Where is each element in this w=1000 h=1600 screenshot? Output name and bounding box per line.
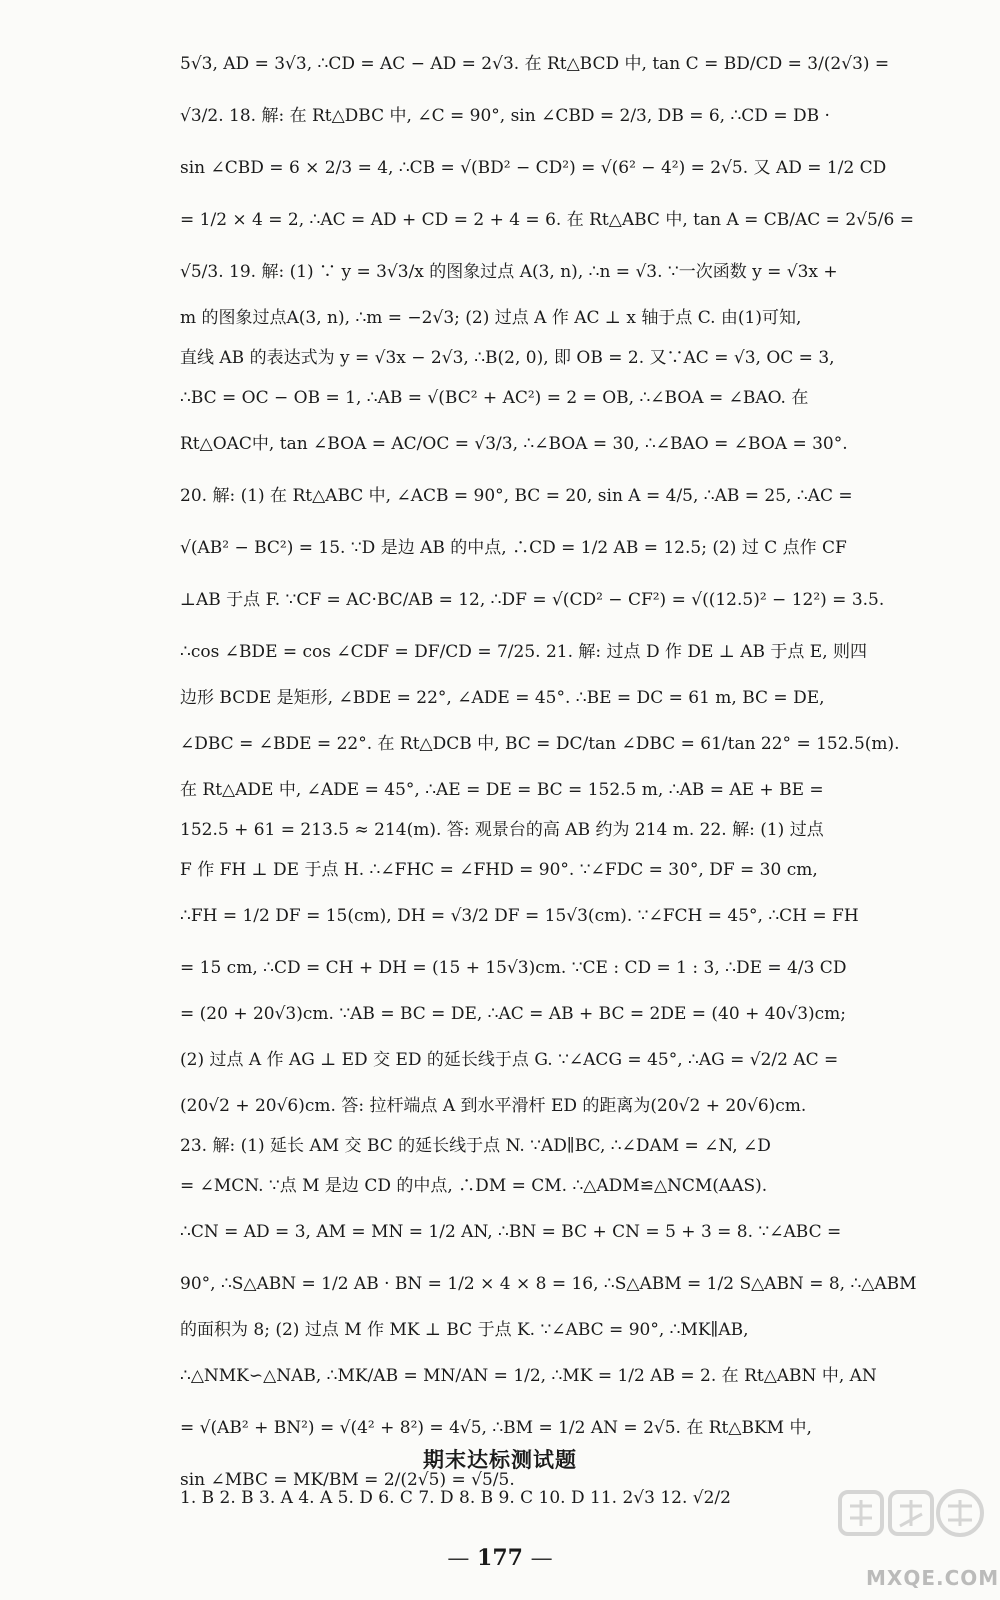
text-line: √5/3. 19. 解: (1) ∵ y = 3√3/x 的图象过点 A(3, n), ∴n = √3. ∵一次函数 y = √3x + (180, 262, 838, 282)
text-line: (20√2 + 20√6)cm. 答: 拉杆端点 A 到水平滑杆 ED 的距离为(20√2 + 20√6)cm. (180, 1096, 807, 1116)
text-line: ∴△NMK∽△NAB, ∴MK/AB = MN/AN = 1/2, ∴MK = 1/2 AB = 2. 在 Rt△ABN 中, AN (180, 1366, 877, 1386)
text-line: = 1/2 × 4 = 2, ∴AC = AD + CD = 2 + 4 = 6. 在 Rt△ABC 中, tan A = CB/AC = 2√5/6 = (180, 210, 914, 230)
text-line: sin ∠CBD = 6 × 2/3 = 4, ∴CB = √(BD² − CD²) = √(6² − 4²) = 2√5. 又 AD = 1/2 CD (180, 158, 887, 178)
text-line: (2) 过点 A 作 AG ⊥ ED 交 ED 的延长线于点 G. ∵∠ACG = 45°, ∴AG = √2/2 AC = (180, 1050, 839, 1070)
text-line: √(AB² − BC²) = 15. ∵D 是边 AB 的中点, ∴CD = 1/2 AB = 12.5; (2) 过 C 点作 CF (180, 538, 847, 558)
text-line: 152.5 + 61 = 213.5 ≈ 214(m). 答: 观景台的高 AB 约为 214 m. 22. 解: (1) 过点 (180, 820, 824, 840)
text-line: 在 Rt△ADE 中, ∠ADE = 45°, ∴AE = DE = BC = 152.5 m, ∴AB = AE + BE = (180, 780, 824, 800)
text-line: ∴FH = 1/2 DF = 15(cm), DH = √3/2 DF = 15√3(cm). ∵∠FCH = 45°, ∴CH = FH (180, 906, 859, 926)
page-number-value: 177 (477, 1545, 523, 1571)
text-line: Rt△OAC中, tan ∠BOA = AC/OC = √3/3, ∴∠BOA = 30, ∴∠BAO = ∠BOA = 30°. (180, 434, 848, 454)
text-line: ∴BC = OC − OB = 1, ∴AB = √(BC² + AC²) = 2 = OB, ∴∠BOA = ∠BAO. 在 (180, 388, 809, 408)
text-line: 5√3, AD = 3√3, ∴CD = AC − AD = 2√3. 在 Rt△BCD 中, tan C = BD/CD = 3/(2√3) = (180, 54, 890, 74)
text-line: ∴cos ∠BDE = cos ∠CDF = DF/CD = 7/25. 21. 解: 过点 D 作 DE ⊥ AB 于点 E, 则四 (180, 642, 868, 662)
text-line: sin ∠MBC = MK/BM = 2/(2√5) = √5/5. (180, 1470, 515, 1490)
text-line: = (20 + 20√3)cm. ∵AB = BC = DE, ∴AC = AB + BC = 2DE = (40 + 40√3)cm; (180, 1004, 847, 1024)
text-line: = √(AB² + BN²) = √(4² + 8²) = 4√5, ∴BM = 1/2 AN = 2√5. 在 Rt△BKM 中, (180, 1418, 812, 1438)
page-number-dash-left: — (447, 1546, 470, 1571)
text-line: 边形 BCDE 是矩形, ∠BDE = 22°, ∠ADE = 45°. ∴BE = DC = 61 m, BC = DE, (180, 688, 825, 708)
text-line: 20. 解: (1) 在 Rt△ABC 中, ∠ACB = 90°, BC = 20, sin A = 4/5, ∴AB = 25, ∴AC = (180, 486, 853, 506)
text-line: = 15 cm, ∴CD = CH + DH = (15 + 15√3)cm. ∵CE : CD = 1 : 3, ∴DE = 4/3 CD (180, 958, 847, 978)
solution-text-block (180, 38, 917, 1506)
answer-choices-line: 1. B 2. B 3. A 4. A 5. D 6. C 7. D 8. B 9. C 10. D 11. 2√3 12. √2/2 (180, 1488, 731, 1508)
page-number-dash-right: — (530, 1546, 553, 1571)
section-title: 期末达标测试题 (423, 1448, 577, 1472)
text-line: ∴CN = AD = 3, AM = MN = 1/2 AN, ∴BN = BC + CN = 5 + 3 = 8. ∵∠ABC = (180, 1222, 842, 1242)
text-line: 直线 AB 的表达式为 y = √3x − 2√3, ∴B(2, 0), 即 OB = 2. 又∵AC = √3, OC = 3, (180, 348, 835, 368)
text-line: ⊥AB 于点 F. ∵CF = AC·BC/AB = 12, ∴DF = √(CD² − CF²) = √((12.5)² − 12²) = 3.5. (180, 590, 885, 610)
watermark-url: MXQE.COM (866, 1566, 1000, 1590)
text-line: 23. 解: (1) 延长 AM 交 BC 的延长线于点 N. ∵AD∥BC, ∴∠DAM = ∠N, ∠D (180, 1136, 771, 1156)
text-line: 90°, ∴S△ABN = 1/2 AB · BN = 1/2 × 4 × 8 = 16, ∴S△ABM = 1/2 S△ABN = 8, ∴△ABM (180, 1274, 917, 1294)
text-line: √3/2. 18. 解: 在 Rt△DBC 中, ∠C = 90°, sin ∠CBD = 2/3, DB = 6, ∴CD = DB · (180, 106, 830, 126)
text-line: F 作 FH ⊥ DE 于点 H. ∴∠FHC = ∠FHD = 90°. ∵∠FDC = 30°, DF = 30 cm, (180, 860, 818, 880)
text-line: ∠DBC = ∠BDE = 22°. 在 Rt△DCB 中, BC = DC/tan ∠DBC = 61/tan 22° = 152.5(m). (180, 734, 900, 754)
text-line: = ∠MCN. ∵点 M 是边 CD 的中点, ∴DM = CM. ∴△ADM≌△NCM(AAS). (180, 1176, 768, 1196)
text-line: 的面积为 8; (2) 过点 M 作 MK ⊥ BC 于点 K. ∵∠ABC = 90°, ∴MK∥AB, (180, 1320, 749, 1340)
text-line: m 的图象过点A(3, n), ∴m = −2√3; (2) 过点 A 作 AC ⊥ x 轴于点 C. 由(1)可知, (180, 308, 802, 328)
